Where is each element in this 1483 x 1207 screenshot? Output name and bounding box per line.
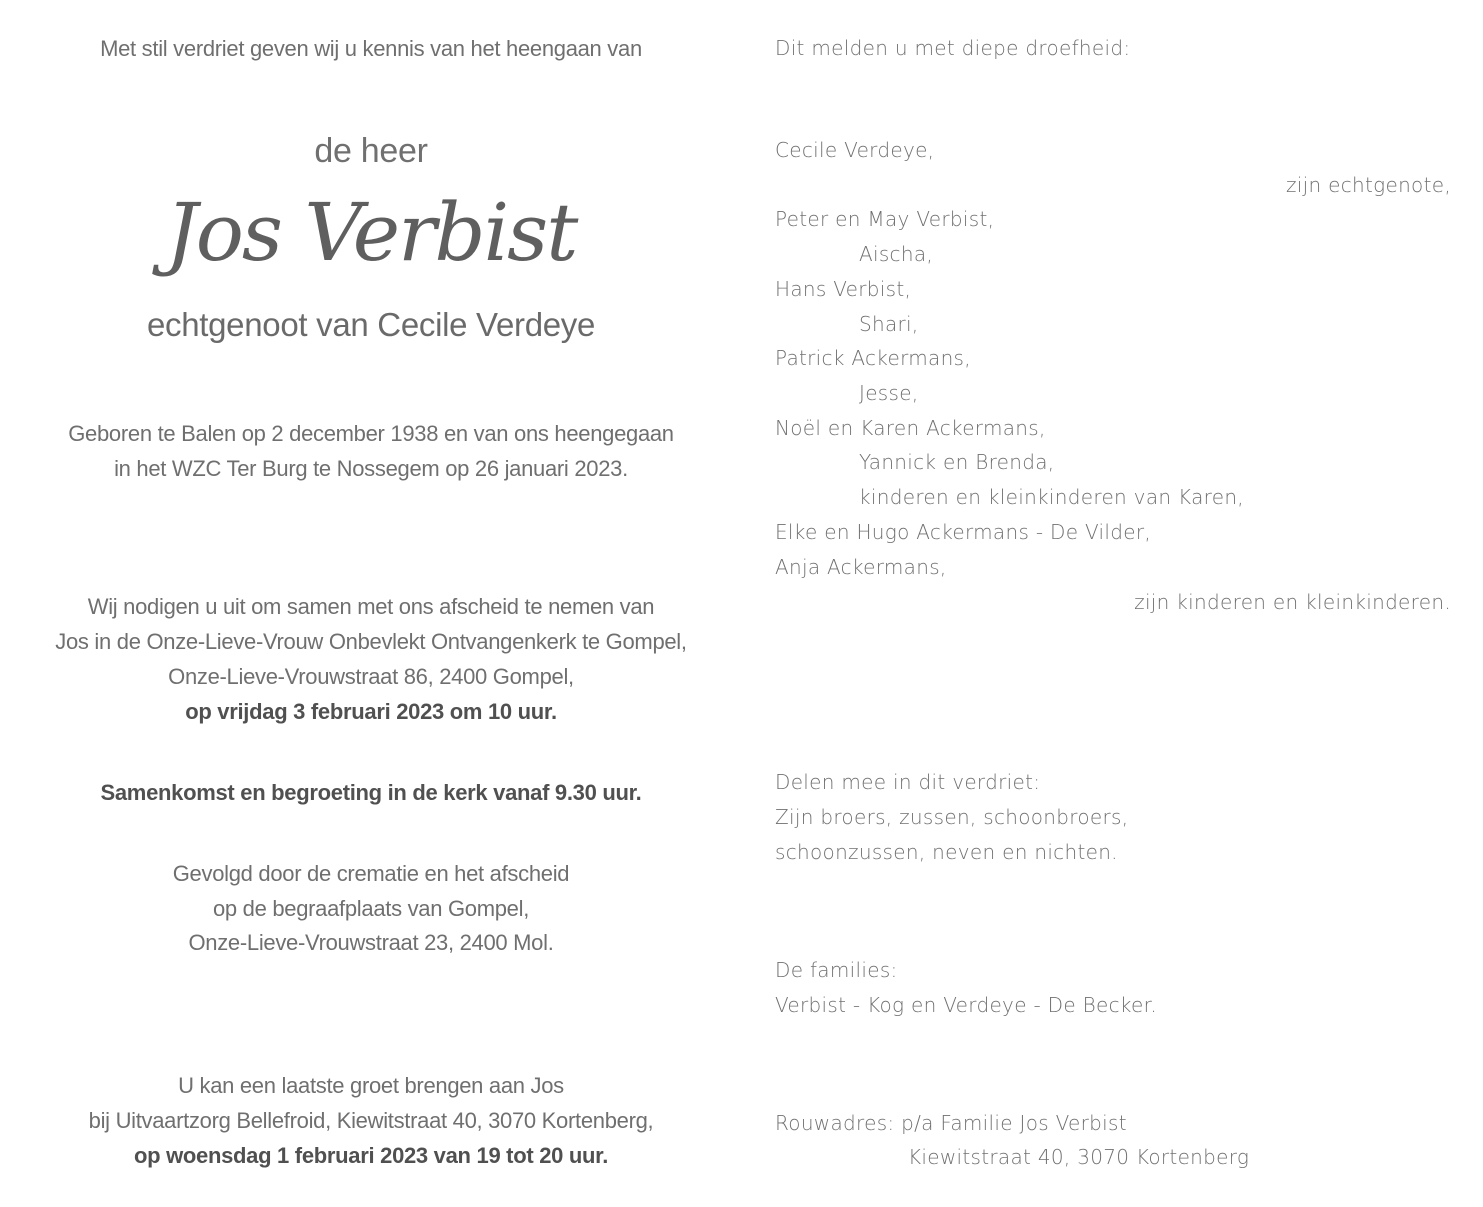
family-member: Elke en Hugo Ackermans - De Vilder,: [775, 520, 1152, 544]
cremation-line-1: Gevolgd door de crematie en het afscheid: [172, 861, 570, 886]
family-member: Aischa,: [859, 242, 934, 266]
invite-line-2: Jos in de Onze-Lieve-Vrouw Onbevlekt Ontvangenkerk te Gompel,: [55, 629, 687, 654]
share-line-2: Zijn broers, zussen, schoonbroers,: [775, 805, 1129, 829]
family-member: Shari,: [859, 312, 919, 336]
family-member: Jesse,: [859, 381, 919, 405]
birth-line-2: in het WZC Ter Burg te Nossegem op 26 januari 2023.: [114, 456, 628, 481]
gathering-note: Samenkomst en begroeting in de kerk vanaf 9.30 uur.: [100, 780, 642, 805]
visit-line-2: bij Uitvaartzorg Bellefroid, Kiewitstraat 40, 3070 Kortenberg,: [88, 1108, 654, 1133]
wife-role: zijn echtgenote,: [1286, 173, 1451, 197]
visit-line-1: U kan een laatste groet brengen aan Jos: [178, 1073, 564, 1098]
share-line-1: Delen mee in dit verdriet:: [775, 770, 1041, 794]
cremation-line-3: Onze-Lieve-Vrouwstraat 23, 2400 Mol.: [188, 930, 554, 955]
deceased-name: Jos Verbist: [165, 186, 577, 279]
spouse-line: echtgenoot van Cecile Verdeye: [146, 306, 596, 343]
family-role: zijn kinderen en kleinkinderen.: [1134, 590, 1451, 614]
visit-datetime: op woensdag 1 februari 2023 van 19 tot 20 uur.: [133, 1143, 609, 1168]
family-intro: Dit melden u met diepe droefheid:: [775, 36, 1131, 60]
invite-line-1: Wij nodigen u uit om samen met ons afscheid te nemen van: [87, 594, 655, 619]
address-street: Kiewitstraat 40, 3070 Kortenberg: [908, 1145, 1250, 1169]
family-member: Anja Ackermans,: [775, 555, 947, 579]
family-member: Hans Verbist,: [775, 277, 912, 301]
wife-name: Cecile Verdeye,: [775, 138, 935, 162]
invite-line-3: Onze-Lieve-Vrouwstraat 86, 2400 Gompel,: [168, 664, 574, 689]
intro-text: Met stil verdriet geven wij u kennis van het heengaan van: [100, 36, 642, 61]
cremation-line-2: op de begraafplaats van Gompel,: [212, 896, 530, 921]
family-member: Peter en May Verbist,: [775, 207, 995, 231]
share-line-3: schoonzussen, neven en nichten.: [775, 840, 1118, 864]
family-member: Yannick en Brenda,: [859, 450, 1055, 474]
families-label: De families:: [775, 958, 898, 982]
birth-line-1: Geboren te Balen op 2 december 1938 en van ons heengegaan: [68, 421, 674, 446]
honorific: de heer: [314, 132, 428, 170]
family-member: Noël en Karen Ackermans,: [775, 416, 1046, 440]
ceremony-datetime: op vrijdag 3 februari 2023 om 10 uur.: [185, 699, 557, 724]
family-member: Patrick Ackermans,: [775, 346, 971, 370]
address-label: Rouwadres: p/a Familie Jos Verbist: [775, 1111, 1127, 1135]
family-member: kinderen en kleinkinderen van Karen,: [859, 485, 1244, 509]
families-names: Verbist - Kog en Verdeye - De Becker.: [775, 993, 1158, 1017]
